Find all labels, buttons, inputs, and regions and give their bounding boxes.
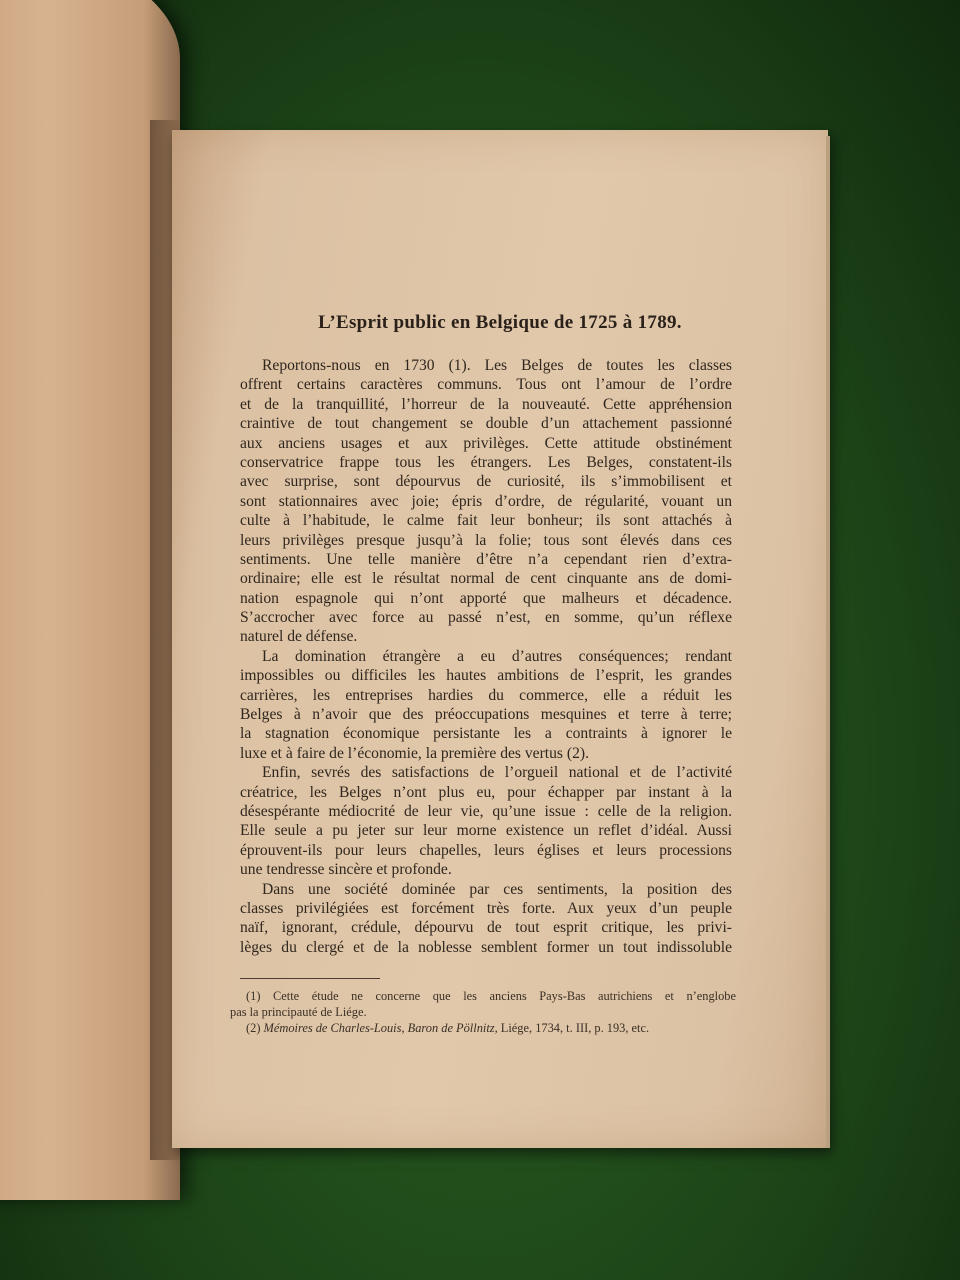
text-line: classes privilégiées est forcément très forte. Aux yeux d’un peuple [240,899,732,917]
text-line: Reportons-nous en 1730 (1). Les Belges de toutes les classes [262,357,732,374]
text-line: offrent certains caractères communs. Tous ont l’amour de l’ordre [240,376,732,394]
chapter-title: L’Esprit public en Belgique de 1725 à 1789. [318,312,682,333]
text-line: sont stationnaires avec joie; épris d’ordre, de régularité, vouant un [240,492,732,510]
paragraph-4 [240,880,732,958]
text-line: aux anciens usages et aux privilèges. Cette attitude obstinément [240,434,732,452]
text-line: impossibles ou difficiles les hautes ambitions de l’esprit, les grandes [240,667,732,685]
footnote-1-line-2: pas la principauté de Liége. [230,1005,367,1019]
text-line: créatrice, les Belges n’ont plus eu, pour échapper par instant à la [240,783,732,801]
text-line: carrières, les entreprises hardies du commerce, elle a réduit les [240,686,732,704]
text-line: la stagnation économique persistante les a contraints à ignorer le [240,725,732,743]
text-line: S’accrocher avec force au passé n’est, en somme, qu’un réflexe [240,609,732,627]
text-line: et de la tranquillité, l’horreur de la nouveauté. Cette appréhension [240,395,732,413]
text-line: Enfin, sevrés des satisfactions de l’orgueil national et de l’activité [262,764,732,782]
text-line: avec surprise, sont dépourvus de curiosité, ils s’immobilisent et [240,473,732,491]
text-line: ordinaire; elle est le résultat normal de cent cinquante ans de domi- [240,570,732,588]
text-line: conservatrice frappe tous les étrangers. Les Belges, constatent-ils [240,453,732,471]
text-line: naturel de défense. [240,628,358,646]
footnote-divider [240,978,380,979]
footnote-2 [230,1020,736,1036]
text-line: Dans une société dominée par ces sentiments, la position des [262,880,732,898]
footnote-2-number: (2) [246,1021,264,1035]
footnotes [230,988,736,1036]
text-line: craintive de tout changement se double d’un attachement passionné [240,415,732,433]
paragraph-2 [240,647,732,763]
text-line: naïf, ignorant, crédule, dépourvu de tout esprit critique, les privi- [240,919,732,937]
page-edge [826,136,830,1148]
text-line: sentiments. Une telle manière d’être n’a cependant rien d’extra- [240,550,732,568]
text-line: lèges du clergé et de la noblesse semblent former un tout indissoluble [240,938,732,956]
footnote-2-details: Liége, 1734, t. III, p. 193, etc. [497,1021,650,1035]
paragraph-1 [240,356,732,647]
footnote-1-line-1: (1) Cette étude ne concerne que les anciens Pays-Bas autrichiens et n’englobe [246,989,736,1003]
footnote-2-title: Mémoires de Charles-Louis, Baron de Pöllnitz, [263,1021,498,1035]
text-line: Elle seule a pu jeter sur leur morne existence un reflet d’idéal. Aussi [240,822,732,840]
text-line: nation espagnole qui n’ont apporté que malheurs et décadence. [240,589,732,607]
text-line: désespérante médiocrité de leur vie, qu’une issue : celle de la religion. [240,802,732,820]
book-page [172,130,828,1148]
text-line: éprouvent-ils pour leurs chapelles, leurs églises et leurs processions [240,841,732,859]
text-line: culte à l’habitude, le calme fait leur bonheur; ils sont attachés à [240,512,732,530]
text-line: leurs privilèges presque jusqu’à la folie; tous sont élevés dans ces [240,531,732,549]
text-line: La domination étrangère a eu d’autres conséquences; rendant [262,647,732,665]
body-text [240,356,732,957]
paragraph-3 [240,763,732,879]
text-line: luxe et à faire de l’économie, la première des vertus (2). [240,744,589,762]
text-line: Belges à n’avoir que des préoccupations mesquines et terre à terre; [240,706,732,724]
text-line: une tendresse sincère et profonde. [240,861,452,879]
